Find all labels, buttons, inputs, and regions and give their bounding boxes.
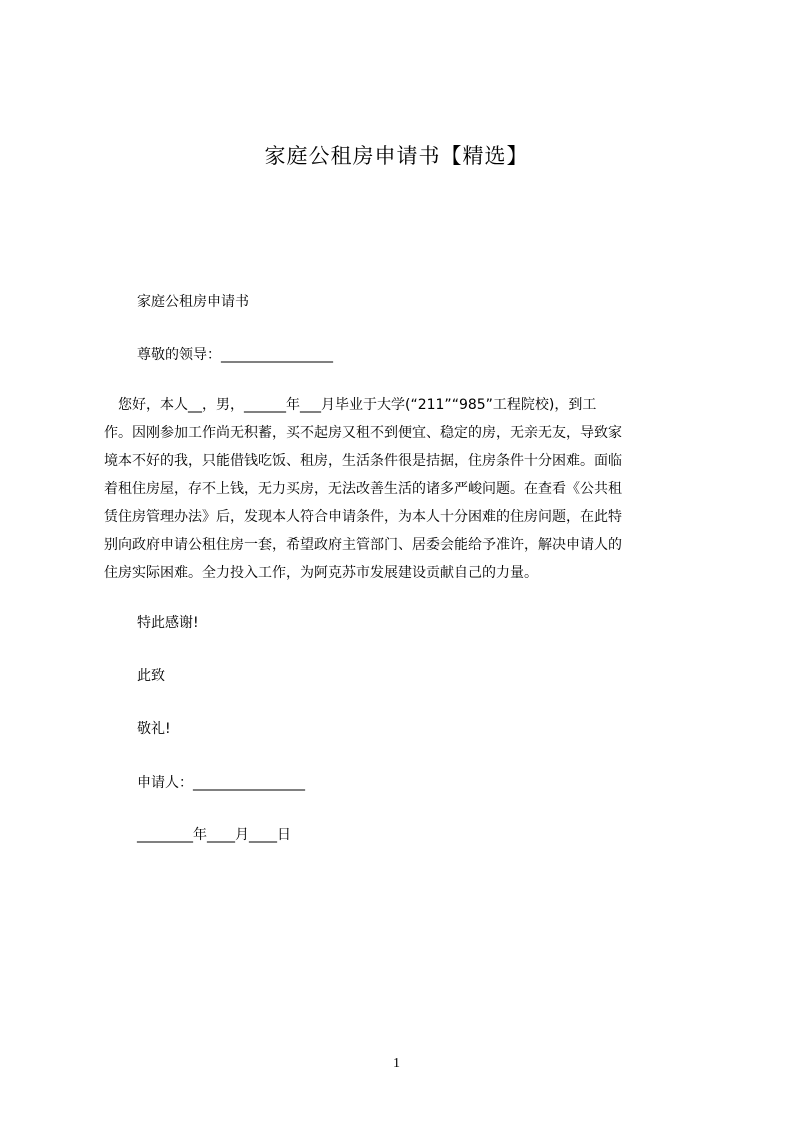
document-title: 家庭公租房申请书【精选】 <box>264 144 529 168</box>
applicant-line: 申请人：________________ <box>137 775 305 791</box>
thanks-line: 特此感谢! <box>137 615 199 631</box>
date-line: ________年____月____日 <box>137 827 291 843</box>
body-line: 作。因刚参加工作尚无积蓄，买不起房又租不到便宜、稳定的房，无亲无友，导致家 <box>104 425 622 441</box>
body-line: 住房实际困难。全力投入工作，为阿克苏市发展建设贡献自己的力量。 <box>104 565 538 581</box>
closing-line: 此致 <box>137 668 165 684</box>
regards-line: 敬礼! <box>137 721 171 737</box>
letter-heading: 家庭公租房申请书 <box>137 294 249 310</box>
body-line: 着租住房屋，存不上钱，无力买房，无法改善生活的诸多严峻问题。在查看《公共租 <box>104 481 622 497</box>
page-number: 1 <box>393 1056 400 1071</box>
body-line: 您好，本人__，男，______年___月毕业于大学(“211”“985”工程院校)，到工 <box>104 397 597 413</box>
body-line: 赁住房管理办法》后，发现本人符合申请条件，为本人十分困难的住房问题，在此特 <box>104 509 622 525</box>
body-line: 别向政府申请公租住房一套，希望政府主管部门、居委会能给予准许，解决申请人的 <box>104 537 622 553</box>
body-line: 境本不好的我，只能借钱吃饭、租房，生活条件很是拮据，住房条件十分困难。面临 <box>104 453 622 469</box>
letter-body <box>104 391 704 587</box>
salutation: 尊敬的领导：________________ <box>137 347 333 363</box>
